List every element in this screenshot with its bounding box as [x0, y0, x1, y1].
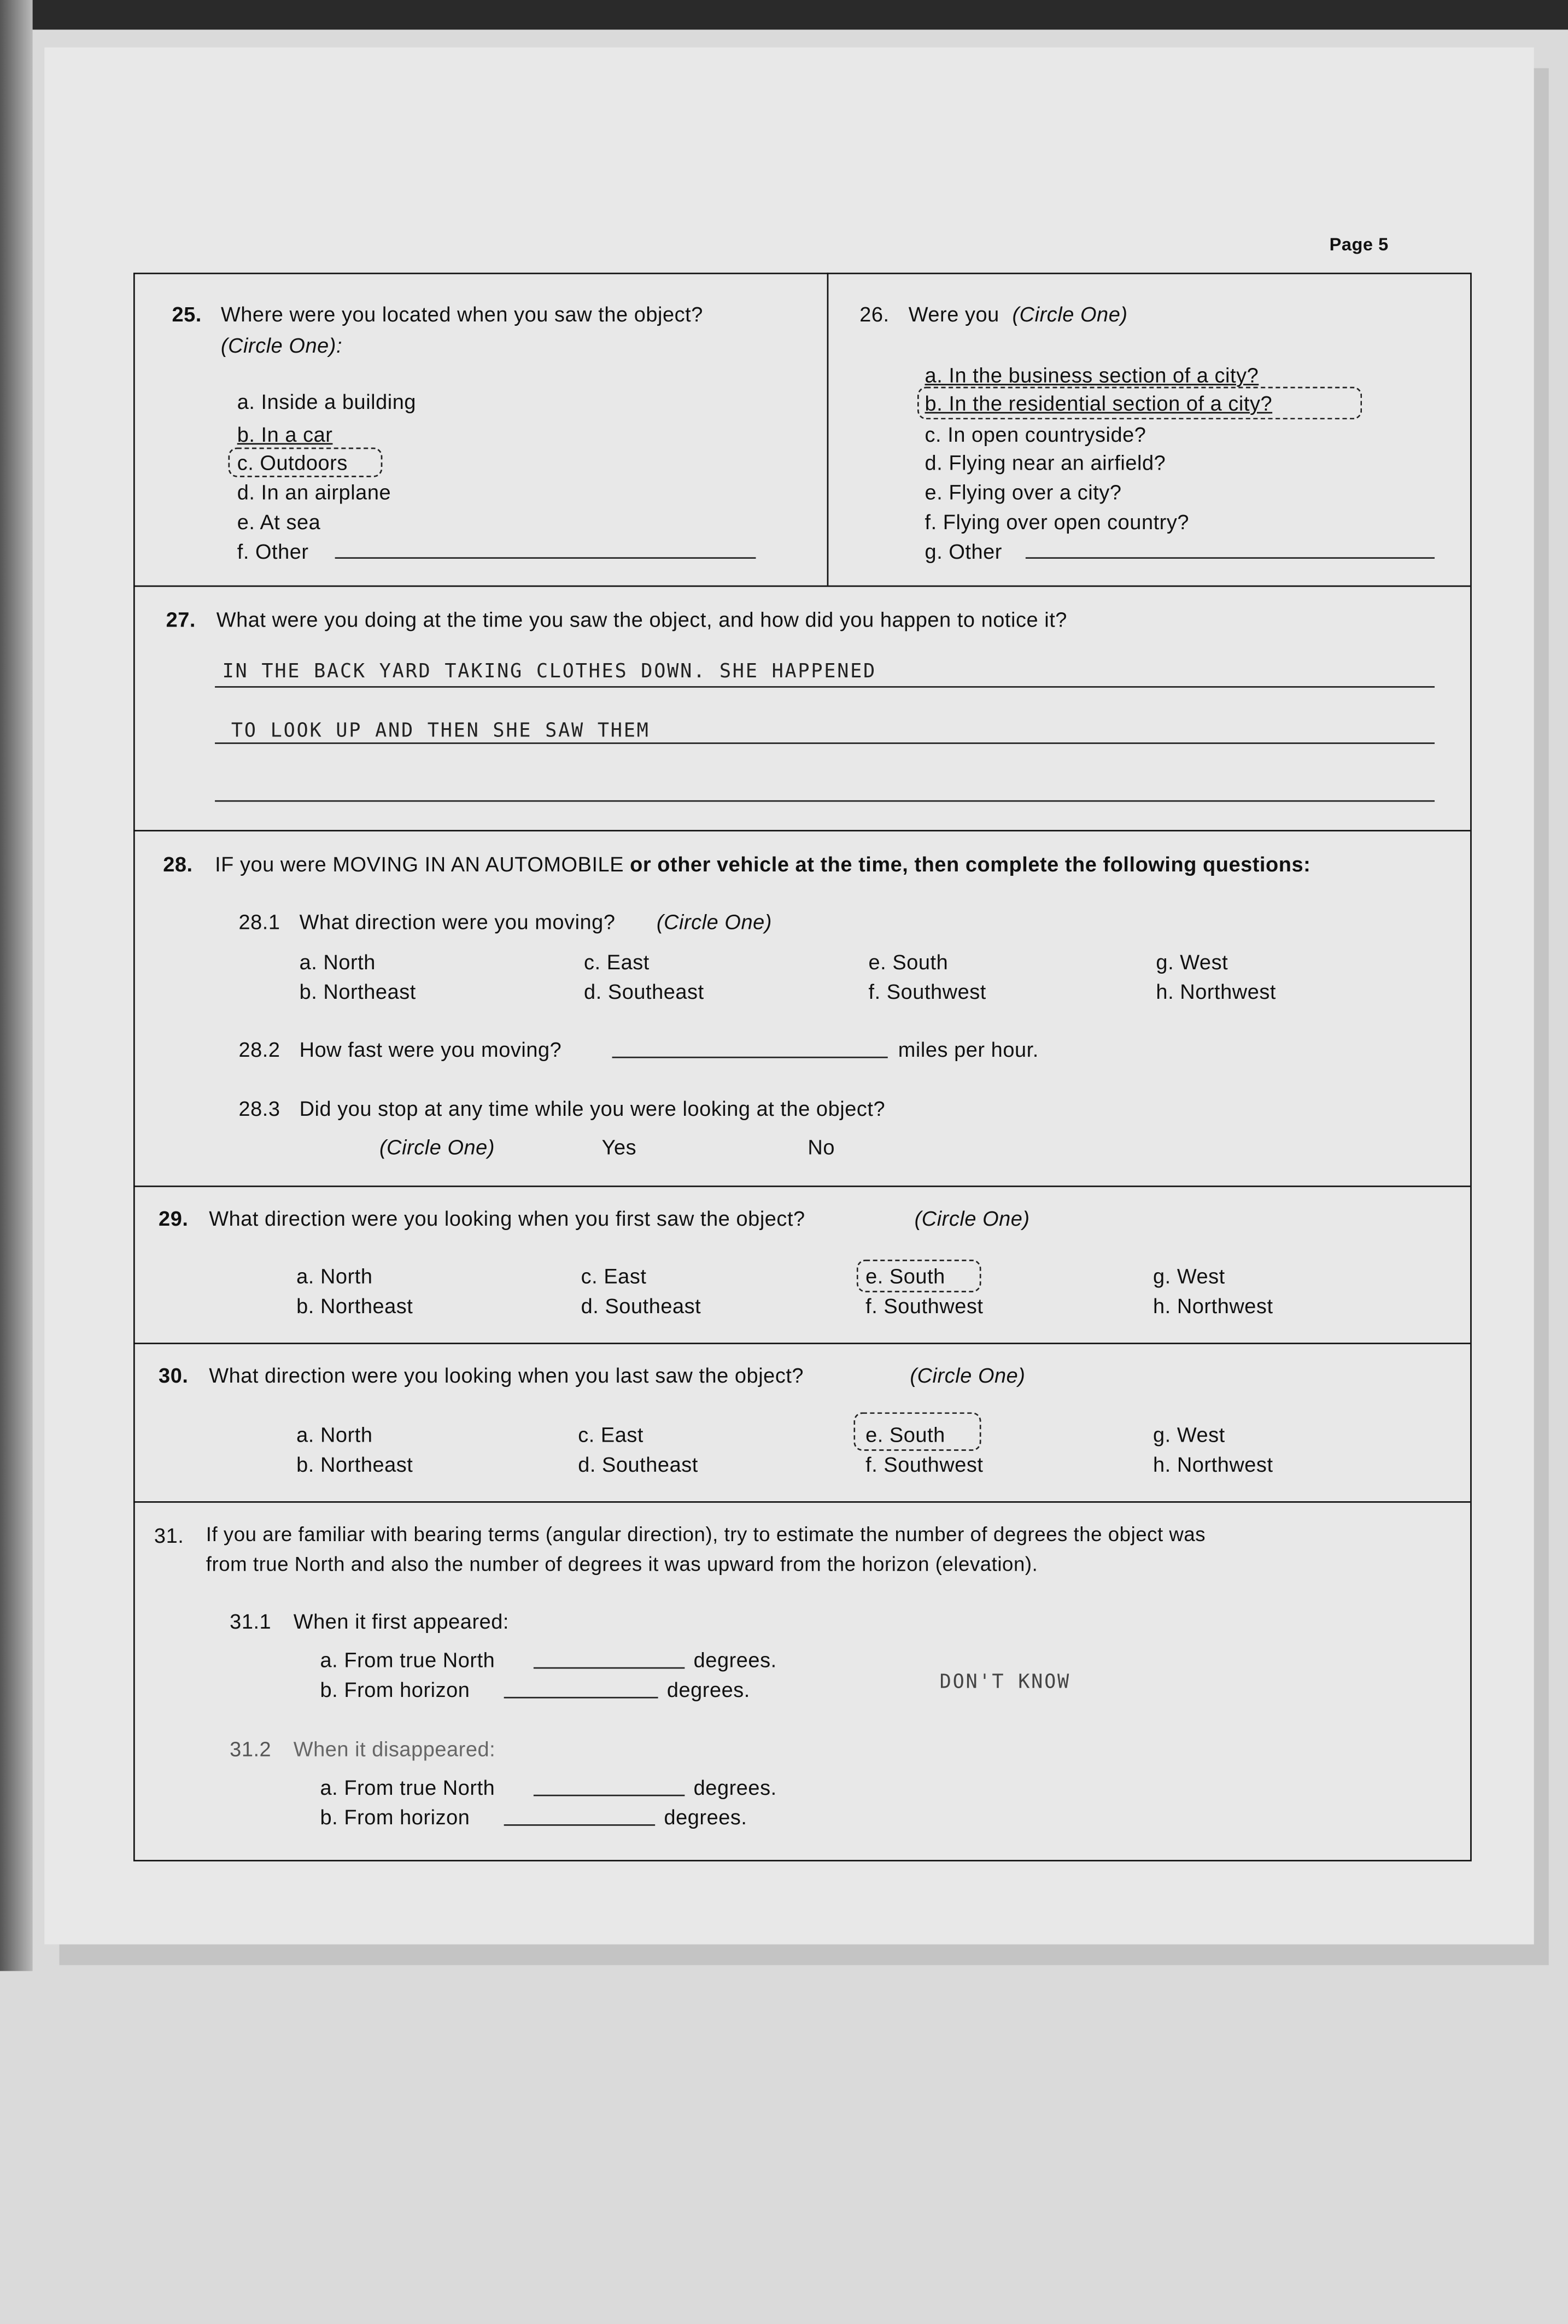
scan-border: [0, 0, 33, 1971]
option[interactable]: b. In a car: [237, 422, 333, 446]
q-instruction: (Circle One): [656, 910, 772, 934]
q-text: What direction were you looking when you last saw the object?: [209, 1363, 804, 1388]
divider: [133, 1343, 1470, 1344]
q-number: 31.1: [230, 1609, 272, 1634]
option[interactable]: e. At sea: [237, 510, 321, 534]
q-text: What direction were you moving?: [299, 910, 616, 934]
option[interactable]: d. Flying near an airfield?: [925, 450, 1166, 475]
q-number: 27.: [166, 607, 196, 631]
page-number: Page 5: [1329, 234, 1389, 255]
q-number: 29.: [159, 1206, 189, 1230]
field-label: a. From true North: [320, 1648, 495, 1672]
option[interactable]: b. Northeast: [296, 1452, 413, 1476]
divider: [133, 830, 1470, 832]
q-number: 30.: [159, 1363, 189, 1388]
option[interactable]: d. Southeast: [584, 979, 704, 1004]
option-no[interactable]: No: [808, 1135, 835, 1159]
q-text: When it first appeared:: [293, 1609, 510, 1634]
option-selected[interactable]: c. Outdoors: [237, 450, 348, 475]
q-instruction: (Circle One): [379, 1135, 495, 1159]
option[interactable]: h. Northwest: [1156, 979, 1276, 1004]
circle-mark: [853, 1412, 981, 1450]
q-number: 31.: [154, 1523, 184, 1548]
option-yes[interactable]: Yes: [601, 1135, 637, 1159]
option-selected[interactable]: e. South: [865, 1423, 945, 1447]
q-instruction: (Circle One): [914, 1206, 1030, 1230]
divider: [827, 273, 829, 586]
option[interactable]: h. Northwest: [1153, 1293, 1273, 1318]
answer-line: [215, 742, 1435, 744]
option[interactable]: c. East: [581, 1264, 647, 1288]
q-number: 26.: [859, 302, 890, 326]
handwritten-answer[interactable]: IN THE BACK YARD TAKING CLOTHES DOWN. SHE HAPPENED: [222, 661, 877, 683]
unit: miles per hour.: [898, 1037, 1039, 1061]
q-number: 28.: [163, 852, 193, 876]
option[interactable]: h. Northwest: [1153, 1452, 1273, 1476]
intro: IF you were: [215, 852, 327, 876]
q-instruction: (Circle One): [1012, 302, 1128, 326]
speed-field[interactable]: [612, 1057, 888, 1058]
degrees-field[interactable]: [534, 1795, 685, 1796]
option[interactable]: g. West: [1153, 1423, 1225, 1447]
q-text: Did you stop at any time while you were looking at the object?: [299, 1096, 886, 1121]
answer-line: [215, 686, 1435, 688]
option[interactable]: a. North: [296, 1423, 373, 1447]
q-text: When it disappeared:: [293, 1737, 496, 1761]
degrees-field[interactable]: [504, 1824, 656, 1826]
option[interactable]: d. Southeast: [578, 1452, 698, 1476]
q-text: What direction were you looking when you first saw the object?: [209, 1206, 805, 1230]
divider: [133, 1186, 1470, 1187]
circle-mark: [857, 1260, 981, 1292]
option[interactable]: f. Flying over open country?: [925, 510, 1190, 534]
option[interactable]: a. Inside a building: [237, 389, 417, 414]
q-text: from true North and also the number of degrees it was upward from the horizon (elevation).: [206, 1553, 1038, 1576]
circle-mark: [228, 448, 382, 477]
option[interactable]: g. West: [1153, 1264, 1225, 1288]
unit: degrees.: [666, 1677, 750, 1701]
circle-mark: [917, 387, 1362, 420]
handwritten-answer[interactable]: TO LOOK UP AND THEN SHE SAW THEM: [231, 720, 650, 743]
option[interactable]: a. North: [299, 950, 376, 974]
q-text: What were you doing at the time you saw the object, and how did you happen to notice it?: [216, 607, 1067, 631]
divider: [133, 1501, 1470, 1503]
q-text: Where were you located when you saw the object?: [220, 302, 703, 326]
option[interactable]: f. Southwest: [865, 1452, 984, 1476]
option[interactable]: f. Southwest: [868, 979, 986, 1004]
unit: degrees.: [664, 1805, 747, 1829]
field-label: b. From horizon: [320, 1677, 470, 1701]
intro: or other vehicle at the time, then complete the following questions:: [630, 852, 1311, 876]
option[interactable]: a. In the business section of a city?: [925, 363, 1259, 387]
other-line[interactable]: [1026, 557, 1435, 559]
q-number: 28.3: [238, 1096, 280, 1121]
option[interactable]: b. Northeast: [299, 979, 416, 1004]
option[interactable]: c. East: [578, 1423, 644, 1447]
q-text: Were you: [908, 302, 999, 326]
q-number: 28.2: [238, 1037, 280, 1061]
unit: degrees.: [693, 1648, 777, 1672]
option[interactable]: e. Flying over a city?: [925, 480, 1122, 504]
option-selected[interactable]: e. South: [865, 1264, 945, 1288]
q-number: 28.1: [238, 910, 280, 934]
degrees-field[interactable]: [534, 1667, 685, 1669]
q-instruction: (Circle One): [910, 1363, 1026, 1388]
q-number: 25.: [172, 302, 202, 326]
option[interactable]: f. Other: [237, 539, 309, 564]
option[interactable]: g. Other: [925, 539, 1003, 564]
option[interactable]: c. East: [584, 950, 650, 974]
q-instruction: (Circle One):: [220, 333, 343, 358]
field-label: b. From horizon: [320, 1805, 470, 1829]
handwritten-answer[interactable]: DON'T KNOW: [939, 1671, 1070, 1694]
q-number: 31.2: [230, 1737, 272, 1761]
q-text: [215, 852, 1310, 876]
other-line[interactable]: [335, 557, 756, 559]
degrees-field[interactable]: [504, 1697, 658, 1699]
q-text: If you are familiar with bearing terms (angular direction), try to estimate the number of degrees the object was: [206, 1523, 1206, 1546]
option[interactable]: b. Northeast: [296, 1293, 413, 1318]
intro-caps: MOVING IN AN AUTOMOBILE: [332, 852, 624, 876]
scan-border: [0, 0, 1568, 30]
option-selected[interactable]: b. In the residential section of a city?: [925, 391, 1273, 415]
answer-line: [215, 800, 1435, 802]
option[interactable]: f. Southwest: [865, 1293, 984, 1318]
unit: degrees.: [693, 1775, 777, 1799]
field-label: a. From true North: [320, 1775, 495, 1799]
option[interactable]: e. South: [868, 950, 949, 974]
option[interactable]: d. In an airplane: [237, 480, 391, 504]
option[interactable]: g. West: [1156, 950, 1228, 974]
option[interactable]: d. Southeast: [581, 1293, 701, 1318]
option[interactable]: c. In open countryside?: [925, 422, 1146, 446]
option[interactable]: a. North: [296, 1264, 373, 1288]
divider: [133, 586, 1470, 587]
q-text: How fast were you moving?: [299, 1037, 562, 1061]
